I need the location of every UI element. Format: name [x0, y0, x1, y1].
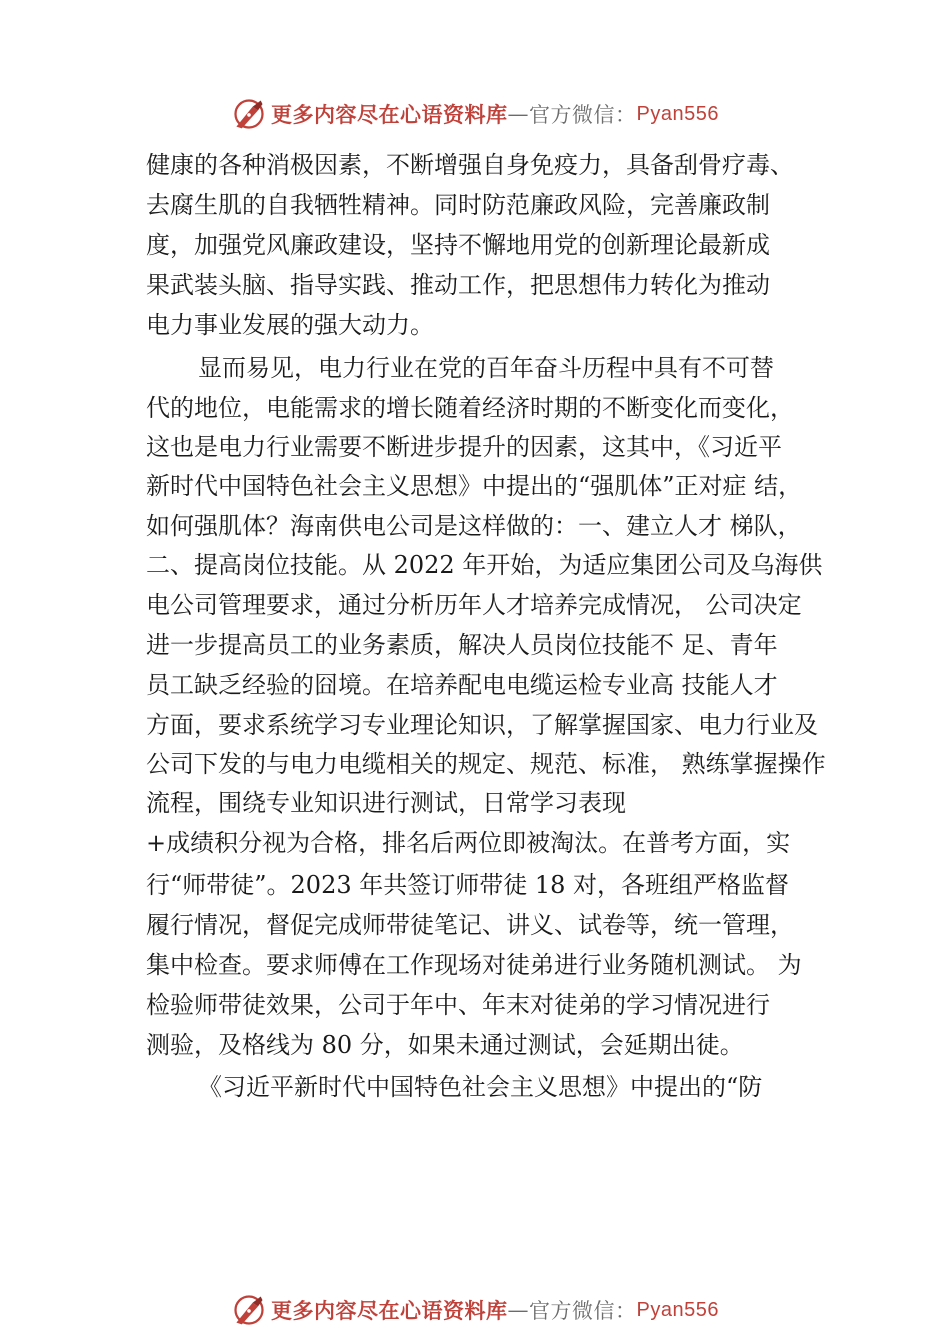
body-line: 果武装头脑、指导实践、推动工作，把思想伟力转化为推动 — [146, 271, 770, 299]
watermark-prefix: 更多内容尽在心语资料库 — [271, 102, 508, 127]
watermark-dash: — — [507, 1298, 530, 1322]
footer-watermark — [0, 1292, 950, 1328]
body-line: 这也是电力行业需要不断进步提升的因素，这其中，《习近平 — [146, 433, 782, 461]
pen-nib-icon — [231, 96, 267, 132]
body-line: 代的地位，电能需求的增长随着经济时期的不断变化而变化， — [146, 394, 794, 422]
body-line: 去腐生肌的自我牺牲精神。同时防范廉政风险，完善廉政制 — [146, 191, 770, 219]
body-line: 显而易见，电力行业在党的百年奋斗历程中具有不可替 — [198, 354, 774, 382]
body-line: 二、提高岗位技能。从 2022 年开始，为适应集团公司及乌海供 — [146, 551, 823, 579]
body-line: 如何强肌体？海南供电公司是这样做的：一、建立人才 梯队， — [146, 512, 802, 540]
watermark-label: 官方微信： — [529, 1299, 637, 1323]
body-line: 度，加强党风廉政建设，坚持不懈地用党的创新理论最新成 — [146, 231, 770, 259]
body-line: 测验，及格线为 80 分，如果未通过测试，会延期出徒。 — [146, 1031, 744, 1059]
body-line: 电力事业发展的强大动力。 — [146, 311, 434, 339]
body-line: 电公司管理要求，通过分析历年人才培养完成情况， 公司决定 — [146, 591, 802, 619]
body-line: 方面，要求系统学习专业理论知识，了解掌握国家、电力行业及 — [146, 711, 818, 739]
header-watermark — [0, 96, 950, 132]
watermark-label: 官方微信： — [529, 103, 637, 127]
body-line: 新时代中国特色社会主义思想》中提出的“强肌体”正对症 结， — [146, 472, 803, 500]
body-line: 《习近平新时代中国特色社会主义思想》中提出的“防 — [198, 1073, 763, 1101]
body-line: 健康的各种消极因素，不断增强自身免疫力，具备刮骨疗毒、 — [146, 151, 794, 179]
watermark-dash: — — [507, 102, 530, 126]
body-line: 检验师带徒效果，公司于年中、年末对徒弟的学习情况进行 — [146, 991, 770, 1019]
watermark-account: Pyan556 — [636, 1298, 719, 1321]
body-line: 履行情况，督促完成师带徒笔记、讲义、试卷等，统一管理， — [146, 911, 794, 939]
body-line: 集中检查。要求师傅在工作现场对徒弟进行业务随机测试。 为 — [146, 951, 802, 979]
pen-nib-icon — [231, 1292, 267, 1328]
body-line: 流程，围绕专业知识进行测试，日常学习表现 — [146, 789, 626, 817]
body-line: 员工缺乏经验的囧境。在培养配电电缆运检专业高 技能人才 — [146, 671, 778, 699]
body-line: 行“师带徒”。2023 年共签订师带徒 18 对，各班组严格监督 — [146, 871, 790, 899]
body-line: +成绩积分视为合格，排名后两位即被淘汰。在普考方面，实 — [146, 829, 791, 857]
watermark-prefix: 更多内容尽在心语资料库 — [271, 1298, 508, 1323]
watermark-account: Pyan556 — [636, 102, 719, 125]
body-line: 公司下发的与电力电缆相关的规定、规范、标准， 熟练掌握操作 — [146, 750, 826, 778]
body-line: 进一步提高员工的业务素质，解决人员岗位技能不 足、青年 — [146, 631, 778, 659]
